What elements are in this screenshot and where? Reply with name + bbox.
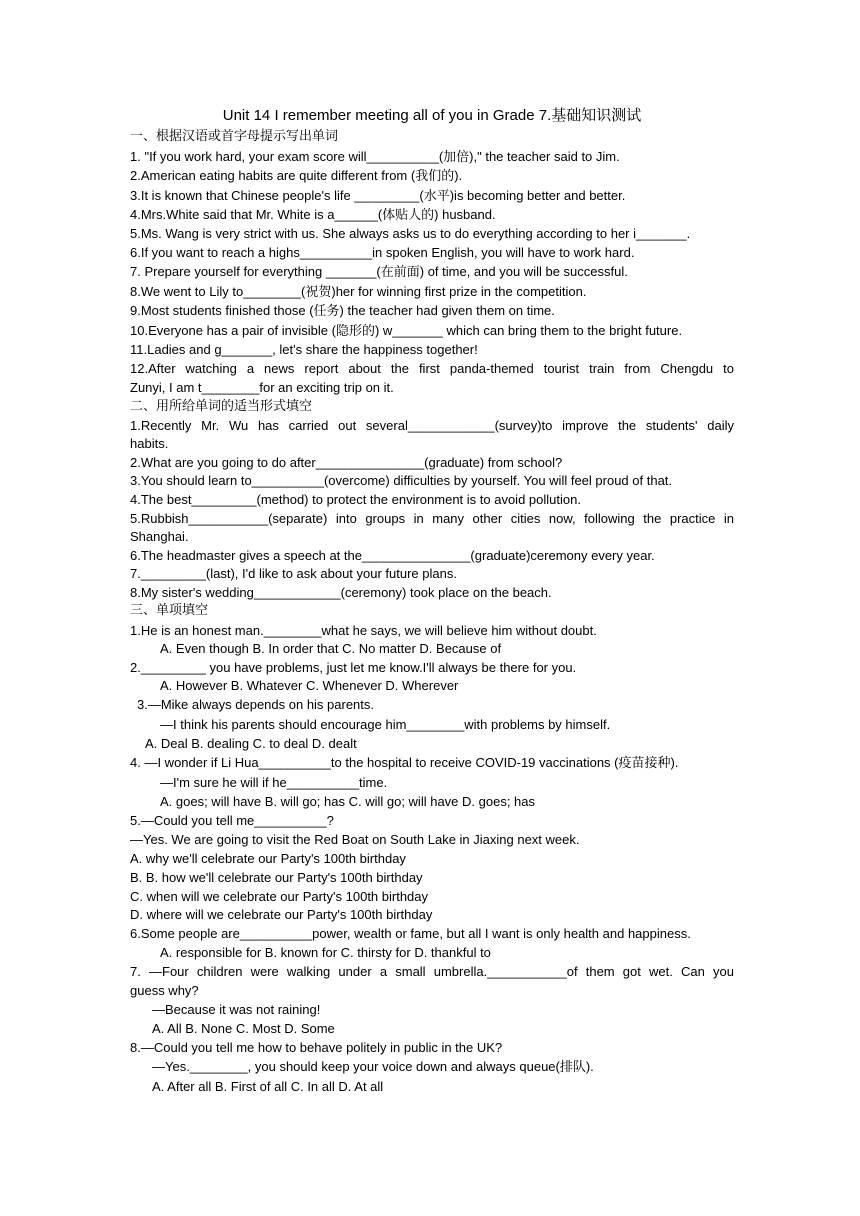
s3-q7-reply: —Because it was not raining!: [152, 1002, 321, 1017]
s3-q8: 8.—Could you tell me how to behave politely in public in the UK?: [130, 1040, 503, 1055]
s2-item-6: 6.The headmaster gives a speech at the_______________(graduate)ceremony every year.: [130, 548, 655, 563]
s3-q4-options: A. goes; will have B. will go; has C. will go; will have D. goes; has: [160, 794, 536, 809]
section-1-heading: 一、根据汉语或首字母提示写出单词: [130, 129, 339, 144]
s2-item-3: 3.You should learn to__________(overcome) difficulties by yourself. You will feel proud of that.: [130, 473, 673, 488]
section-3-heading: 三、单项填空: [130, 603, 209, 618]
s3-q5-option-d: D. where will we celebrate our Party's 100th birthday: [130, 907, 433, 922]
s1-item-12: 12.After watching a news report about the first panda-themed tourist train from Chengdu to: [130, 361, 734, 376]
s3-q3: 3.—Mike always depends on his parents.: [137, 697, 375, 712]
s1-item-1: 1. "If you work hard, your exam score will__________(加倍)," the teacher said to Jim.: [130, 149, 620, 164]
s3-q8-options: A. After all B. First of all C. In all D. At all: [152, 1079, 384, 1094]
s1-item-6: 6.If you want to reach a highs__________in spoken English, you will have to work hard.: [130, 245, 635, 260]
s3-q7-cont: guess why?: [130, 983, 199, 998]
s3-q5-option-b: B. B. how we'll celebrate our Party's 100th birthday: [130, 870, 423, 885]
s3-q7: 7. —Four children were walking under a small umbrella.___________of them got wet. Can you: [130, 964, 734, 979]
s1-item-7: 7. Prepare yourself for everything _______(在前面) of time, and you will be successful.: [130, 264, 628, 279]
s3-q7-options: A. All B. None C. Most D. Some: [152, 1021, 335, 1036]
s1-item-3: 3.It is known that Chinese people's life _________(水平)is becoming better and better.: [130, 188, 626, 203]
s3-q1: 1.He is an honest man.________what he says, we will believe him without doubt.: [130, 623, 597, 638]
s1-item-2: 2.American eating habits are quite different from (我们的).: [130, 168, 463, 183]
worksheet-title: Unit 14 I remember meeting all of you in Grade 7.基础知识测试: [222, 107, 642, 124]
s3-q5-reply: —Yes. We are going to visit the Red Boat on South Lake in Jiaxing next week.: [130, 832, 580, 847]
s3-q6: 6.Some people are__________power, wealth or fame, but all I want is only health and happiness.: [130, 926, 691, 941]
s1-item-10: 10.Everyone has a pair of invisible (隐形的) w_______ which can bring them to the bright future.: [130, 323, 683, 338]
s1-item-5: 5.Ms. Wang is very strict with us. She always asks us to do everything according to her i_______.: [130, 226, 691, 241]
s3-q4: 4. —I wonder if Li Hua__________to the hospital to receive COVID-19 vaccinations (疫苗接种).: [130, 755, 679, 770]
s2-item-2: 2.What are you going to do after_______________(graduate) from school?: [130, 455, 563, 470]
s3-q5-option-a: A. why we'll celebrate our Party's 100th birthday: [130, 851, 406, 866]
s3-q5-option-c: C. when will we celebrate our Party's 100th birthday: [130, 889, 429, 904]
s3-q1-options: A. Even though B. In order that C. No matter D. Because of: [160, 641, 502, 656]
s3-q3-options: A. Deal B. dealing C. to deal D. dealt: [145, 736, 357, 751]
s1-item-9: 9.Most students finished those (任务) the teacher had given them on time.: [130, 303, 555, 318]
s3-q5: 5.—Could you tell me__________?: [130, 813, 334, 828]
s1-item-12-cont: Zunyi, I am t________for an exciting trip on it.: [130, 380, 394, 395]
section-2-heading: 二、用所给单词的适当形式填空: [130, 399, 313, 414]
s3-q3-reply: —I think his parents should encourage him________with problems by himself.: [160, 717, 611, 732]
s2-item-1: 1.Recently Mr. Wu has carried out several____________(survey)to improve the students' daily: [130, 418, 734, 433]
s3-q4-reply: —I'm sure he will if he__________time.: [160, 775, 388, 790]
s3-q6-options: A. responsible for B. known for C. thirsty for D. thankful to: [160, 945, 491, 960]
s2-item-8: 8.My sister's wedding____________(ceremony) took place on the beach.: [130, 585, 552, 600]
s2-item-5-cont: Shanghai.: [130, 529, 189, 544]
s3-q2: 2._________ you have problems, just let me know.I'll always be there for you.: [130, 660, 577, 675]
s2-item-4: 4.The best_________(method) to protect the environment is to avoid pollution.: [130, 492, 581, 507]
s1-item-4: 4.Mrs.White said that Mr. White is a______(体贴人的) husband.: [130, 207, 496, 222]
s1-item-11: 11.Ladies and g_______, let's share the happiness together!: [130, 342, 478, 357]
s2-item-1-cont: habits.: [130, 436, 169, 451]
s3-q8-reply: —Yes.________, you should keep your voice down and always queue(排队).: [152, 1059, 594, 1074]
s2-item-7: 7._________(last), I'd like to ask about your future plans.: [130, 566, 457, 581]
s1-item-8: 8.We went to Lily to________(祝贺)her for winning first prize in the competition.: [130, 284, 587, 299]
s3-q2-options: A. However B. Whatever C. Whenever D. Wherever: [160, 678, 459, 693]
s2-item-5: 5.Rubbish___________(separate) into groups in many other cities now, following the practice in: [130, 511, 734, 526]
